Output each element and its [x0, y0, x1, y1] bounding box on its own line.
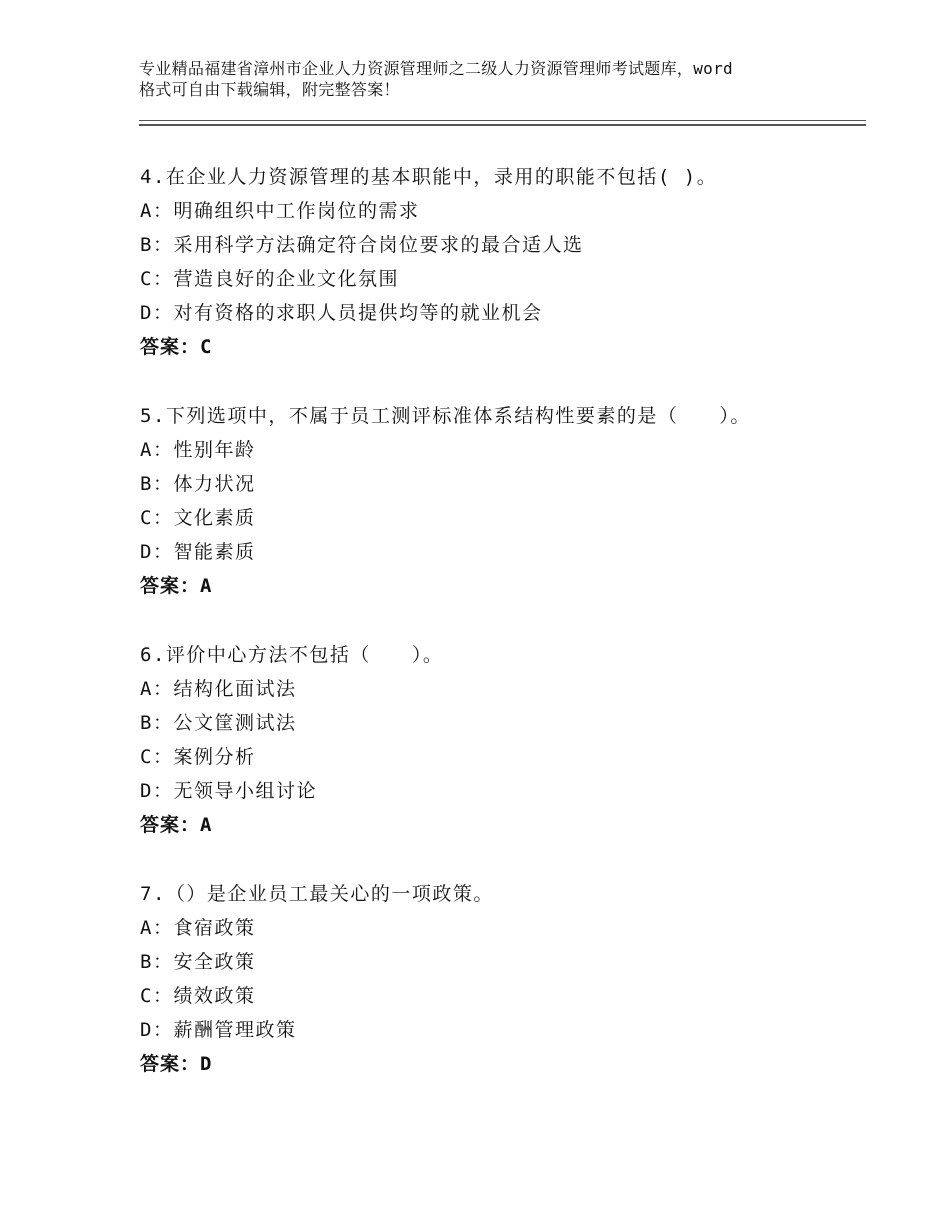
answer-label: 答案： — [140, 575, 201, 597]
option-c: C：绩效政策 — [140, 985, 256, 1007]
answer-line — [140, 808, 860, 842]
option-b: B：采用科学方法确定符合岗位要求的最合适人选 — [140, 234, 584, 256]
answer-value: C — [200, 336, 213, 358]
answer-label: 答案： — [140, 336, 201, 358]
option-a: A：结构化面试法 — [140, 678, 297, 700]
question-stem: 5.下列选项中，不属于员工测评标准体系结构性要素的是（ ）。 — [140, 405, 751, 427]
question-6 — [140, 638, 860, 842]
question-stem: 6.评价中心方法不包括（ ）。 — [140, 644, 444, 666]
question-5 — [140, 399, 860, 603]
header-divider-thin — [139, 120, 866, 121]
option-d: D：智能素质 — [140, 541, 256, 563]
answer-label: 答案： — [140, 814, 201, 836]
answer-value: A — [200, 575, 213, 597]
question-stem: 4.在企业人力资源管理的基本职能中，录用的职能不包括( )。 — [140, 166, 718, 188]
document-header — [139, 58, 839, 100]
answer-label: 答案： — [140, 1053, 201, 1075]
option-c: C：文化素质 — [140, 507, 256, 529]
header-line-1: 专业精品福建省漳州市企业人力资源管理师之二级人力资源管理师考试题库，word — [139, 59, 733, 78]
answer-line — [140, 1047, 860, 1081]
answer-line — [140, 330, 860, 364]
option-a: A：明确组织中工作岗位的需求 — [140, 200, 420, 222]
option-a: A：性别年龄 — [140, 439, 256, 461]
question-stem: 7.（）是企业员工最关心的一项政策。 — [140, 883, 494, 905]
answer-line — [140, 569, 860, 603]
option-b: B：公文筐测试法 — [140, 712, 297, 734]
header-divider-thick — [139, 124, 866, 126]
header-line-2: 格式可自由下载编辑，附完整答案！ — [139, 80, 400, 99]
option-d: D：无领导小组讨论 — [140, 780, 317, 802]
question-4 — [140, 160, 860, 364]
question-7 — [140, 877, 860, 1081]
answer-value: A — [200, 814, 213, 836]
option-d: D：对有资格的求职人员提供均等的就业机会 — [140, 302, 543, 324]
option-b: B：安全政策 — [140, 951, 256, 973]
option-d: D：薪酬管理政策 — [140, 1019, 297, 1041]
option-a: A：食宿政策 — [140, 917, 256, 939]
option-c: C：案例分析 — [140, 746, 256, 768]
option-c: C：营造良好的企业文化氛围 — [140, 268, 399, 290]
option-b: B：体力状况 — [140, 473, 256, 495]
answer-value: D — [200, 1053, 213, 1075]
